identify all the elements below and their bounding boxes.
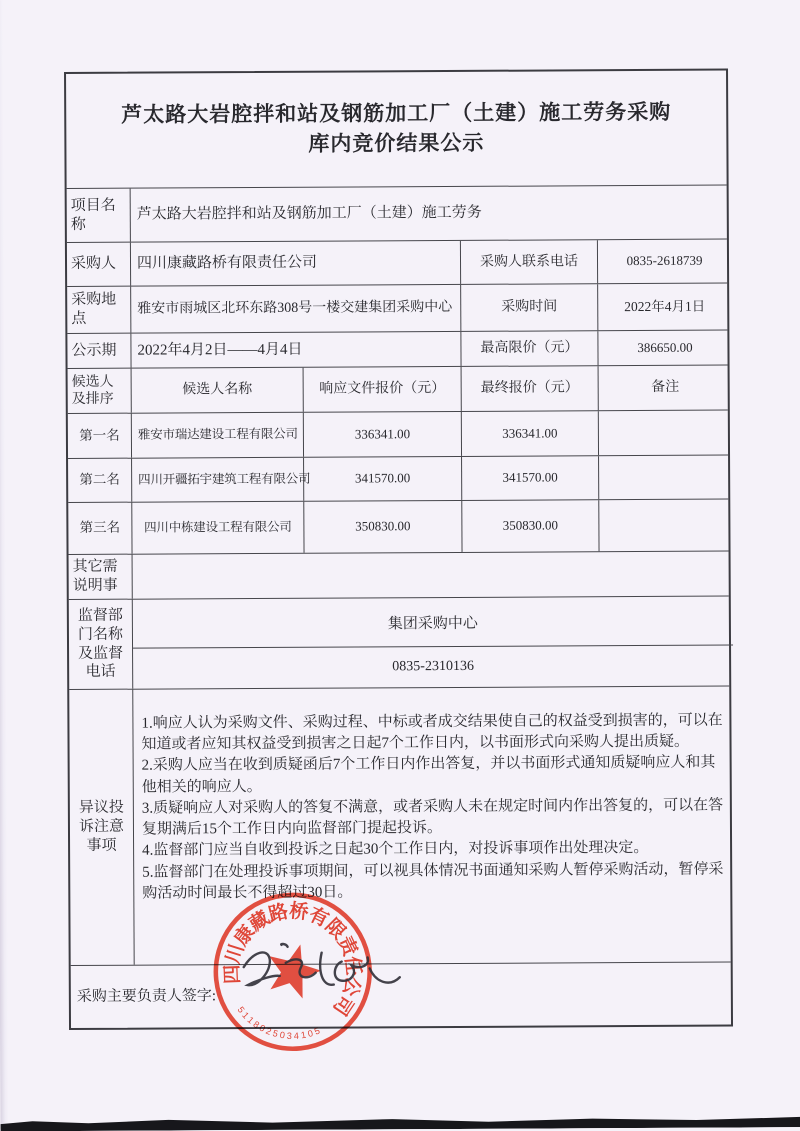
bid-header-doc-price: 响应文件报价（元） (304, 367, 462, 412)
bid-row-3-doc-price: 350830.00 (304, 501, 462, 553)
buyer-value: 四川康藏路桥有限责任公司 (131, 241, 461, 286)
bid-header-final-price: 最终报价（元） (462, 366, 599, 411)
bid-row-1-doc-price: 336341.00 (304, 412, 462, 457)
seal-number-text (231, 1003, 323, 1050)
bid-row-1-rank: 第一名 (68, 414, 132, 458)
objection-label: 异议投诉注意事项 (69, 690, 134, 965)
svg-text:4: 4 (293, 1030, 300, 1041)
objection-item-4: 4.监督部门应当自收到投诉之日起30个工作日内，对投诉事项作出处理决定。 (142, 840, 649, 860)
bid-row-3-remark (599, 500, 732, 552)
publicity-value: 2022年4月2日——4月4日 (131, 332, 461, 368)
svg-text:0: 0 (257, 1022, 267, 1034)
supervision-label: 监督部门名称及监督电话 (69, 600, 133, 689)
supervision-department: 集团采购中心 (133, 597, 733, 649)
objection-item-1: 1.响应人认为采购文件、采购过程、中标或者成交结果使自己的权益受到损害的，可以在知道或者应知其权益受到损害之日起7个工作日内，以书面形式向采购人提出质疑。 (141, 712, 723, 753)
svg-text:康: 康 (230, 921, 260, 950)
svg-text:1: 1 (245, 1014, 256, 1026)
bid-row-2 (68, 456, 728, 503)
svg-text:路: 路 (266, 901, 291, 927)
row-address (67, 284, 727, 334)
objection-item-3: 3.质疑响应人对采购人的答复不满意，或者采购人未在规定时间内作出答复的，可以在答复期满后15个工作日内向监督部门提起投诉。 (141, 797, 724, 838)
title-line-1: 芦太路大岩腔拌和站及钢筋加工厂（土建）施工劳务采购 (121, 100, 672, 127)
svg-text:5: 5 (312, 1025, 322, 1037)
other-notes-value (133, 552, 733, 599)
document-title (66, 71, 727, 189)
max-price-label: 最高限价（元） (461, 331, 598, 366)
svg-text:3: 3 (286, 1030, 293, 1041)
svg-text:桥: 桥 (288, 900, 310, 924)
svg-text:有: 有 (305, 904, 332, 932)
svg-text:限: 限 (320, 915, 350, 944)
svg-text:任: 任 (340, 955, 364, 977)
bid-row-3-name: 四川中栋建设工程有限公司 (132, 502, 304, 554)
row-supervision (69, 597, 729, 690)
svg-text:5: 5 (235, 1004, 247, 1015)
svg-text:责: 责 (333, 933, 361, 960)
project-name-value: 芦太路大岩腔拌和站及钢筋加工厂（土建）施工劳务 (136, 204, 482, 223)
bid-header-rank: 候选人及排序 (68, 369, 132, 413)
bid-row-1-final-price: 336341.00 (462, 411, 599, 456)
result-table (64, 69, 733, 1030)
svg-text:8: 8 (251, 1019, 262, 1031)
svg-text:0: 0 (306, 1028, 315, 1040)
scan-bottom-edge (0, 1111, 800, 1131)
row-objection (69, 687, 730, 966)
svg-text:川: 川 (222, 941, 249, 967)
svg-text:司: 司 (328, 991, 357, 1019)
svg-text:藏: 藏 (246, 907, 274, 936)
signature-label: 采购主要负责人签字: (76, 987, 217, 1005)
bid-row-2-rank: 第二名 (68, 459, 132, 502)
buyer-phone-value: 0835-2618739 (626, 253, 703, 269)
bid-row-3 (68, 500, 728, 555)
svg-text:公: 公 (338, 974, 364, 999)
bid-header-row (68, 366, 728, 414)
bid-row-2-remark (599, 456, 732, 500)
svg-text:2: 2 (264, 1025, 273, 1037)
project-name-label: 项目名称 (67, 189, 131, 242)
row-publicity (67, 331, 727, 369)
address-value: 雅安市雨城区北环东路308号一楼交建集团采购中心 (131, 285, 461, 333)
row-project-name (67, 186, 727, 243)
address-label: 采购地点 (67, 287, 131, 333)
bid-header-name: 候选人名称 (132, 368, 304, 413)
supervision-phone: 0835-2310136 (392, 658, 474, 675)
bid-header-remark: 备注 (651, 380, 680, 396)
buyer-phone-label: 采购人联系电话 (461, 240, 598, 284)
purchase-time-label: 采购时间 (461, 284, 598, 331)
objection-item-5: 5.监督部门在处理投诉事项期间，可以视具体情况书面通知采购人暂停采购活动，暂停采购活动时间最长不得超过30日。 (142, 861, 724, 902)
bid-row-1 (68, 411, 728, 459)
row-buyer (67, 240, 727, 287)
svg-text:0: 0 (279, 1029, 286, 1041)
svg-text:5: 5 (271, 1028, 280, 1040)
svg-text:1: 1 (240, 1010, 251, 1021)
signature-scribble (230, 934, 408, 1005)
bid-row-3-final-price: 350830.00 (462, 500, 599, 552)
purchase-time-value: 2022年4月1日 (624, 298, 706, 314)
max-price-value: 386650.00 (637, 339, 693, 355)
buyer-label: 采购人 (67, 243, 131, 286)
bid-row-1-name: 雅安市瑞达建设工程有限公司 (132, 413, 304, 458)
bid-row-2-name: 四川开疆拓宇建筑工程有限公司 (132, 458, 304, 502)
svg-text:1: 1 (300, 1029, 307, 1041)
bid-row-2-doc-price: 341570.00 (304, 457, 462, 501)
other-notes-label: 其它需说明事 (69, 555, 133, 599)
bid-row-2-final-price: 341570.00 (462, 456, 599, 500)
scan-left-edge (0, 0, 9, 1131)
bid-row-1-remark (599, 411, 732, 456)
row-other-notes (69, 552, 729, 600)
svg-text:四: 四 (222, 964, 244, 985)
objection-item-2: 2.采购人应当在收到质疑函后7个工作日内作出答复，并以书面形式通知质疑响应人和其他相关的响应人。 (141, 754, 716, 796)
publicity-label: 公示期 (67, 334, 131, 368)
title-line-2: 库内竞价结果公示 (308, 130, 485, 156)
bid-row-3-rank: 第三名 (68, 503, 132, 554)
